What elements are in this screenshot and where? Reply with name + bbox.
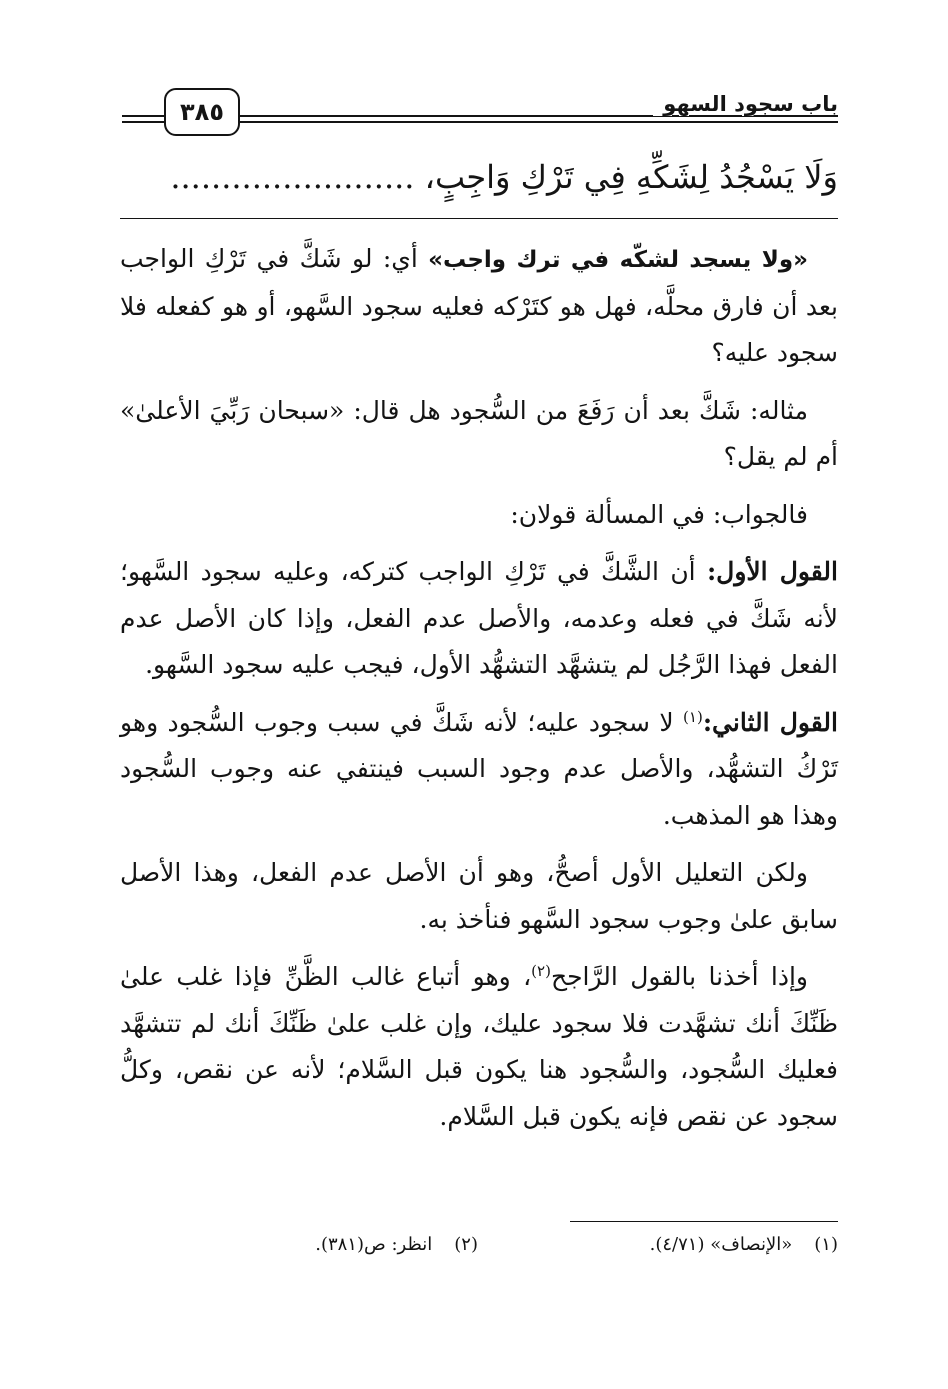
footnote-ref-2[interactable]: (٢) — [531, 962, 551, 980]
second-opinion-label: القول الثاني: — [702, 707, 838, 737]
footnote-text: انظر: ص(٣٨١). — [315, 1234, 433, 1255]
matn-divider — [120, 218, 838, 219]
footnote-2 — [315, 1234, 478, 1255]
footnote-divider — [570, 1221, 838, 1222]
paragraph-text: أن الشَّكَّ في تَرْكِ الواجب كتركه، وعليه سجود السَّهو؛ لأنه شَكَّ في فعله وعدمه، والأصل عدم الفعل، وإذا كان الأصل عدم الفعل فهذا الرَّجُل لم يتشهَّد التشهُّد الأول، فيجب عليه سجود السَّهو. — [120, 557, 838, 679]
paragraph-6: ولكن التعليل الأول أصحُّ، وهو أن الأصل عدم الفعل، وهذا الأصل سابق علىٰ وجوب سجود السَّهو فنأخذ به. — [120, 858, 838, 934]
matn-quote: «ولا يسجد لشكّه في ترك واجب» — [428, 247, 808, 273]
footnotes — [120, 1234, 838, 1264]
matn-verse: وَلَا يَسْجُدُ لِشَكِّهِ فِي تَرْكِ وَاجِبٍ، ........................ — [170, 158, 838, 196]
paragraph-text: وإذا أخذنا بالقول الرَّاجح — [550, 962, 808, 991]
paragraph-text: ، وهو أتباع غالب الظَّنِّ فإذا غلب علىٰ ظَنِّكَ أنك تشهَّدت فلا سجود عليك، وإن غلب علىٰ ظَنِّكَ أنك لم تتشهَّد فعليك السُّجود، والسُّجود هنا يكون قبل السَّلام؛ لأنه عن نقص، وكلُّ سجود عن نقص فإنه يكون قبل السَّلام. — [120, 962, 838, 1131]
paragraph-7 — [120, 954, 838, 1140]
paragraph-3: فالجواب: في المسألة قولان: — [510, 499, 808, 529]
commentary-body — [120, 236, 838, 1151]
paragraph-4 — [120, 549, 838, 689]
page-header — [122, 88, 838, 140]
footnote-number: (٢) — [454, 1234, 478, 1255]
footnote-1 — [650, 1234, 838, 1255]
footnote-number: (١) — [814, 1234, 838, 1255]
footnote-text: «الإنصاف» (٤/٧١). — [649, 1234, 793, 1255]
footnote-ref-1[interactable]: (١) — [683, 707, 703, 726]
first-opinion-label: القول الأول: — [706, 557, 838, 586]
paragraph-text: أي: لو شَكَّ في تَرْكِ الواجب بعد أن فارق محلَّه، فهل هو كتَرْكه فعليه سجود السَّهو، أو هو كفعله فلا سجود عليه؟ — [120, 244, 838, 367]
paragraph-5 — [120, 700, 838, 840]
paragraph-text: لا سجود عليه؛ لأنه شَكَّ في سبب وجوب السُّجود وهو تَرْكُ التشهُّد، والأصل عدم وجود السبب فينتفي عنه وجوب السُّجود وهذا هو المذهب. — [120, 707, 838, 830]
chapter-title: باب سجود السهو — [653, 92, 838, 116]
page-number: ٣٨٥ — [164, 88, 240, 136]
paragraph-2: مثاله: شَكَّ بعد أن رَفَعَ من السُّجود هل قال: «سبحان رَبِّيَ الأعلىٰ» أم لم يقل؟ — [120, 395, 838, 471]
paragraph-1 — [120, 236, 838, 377]
